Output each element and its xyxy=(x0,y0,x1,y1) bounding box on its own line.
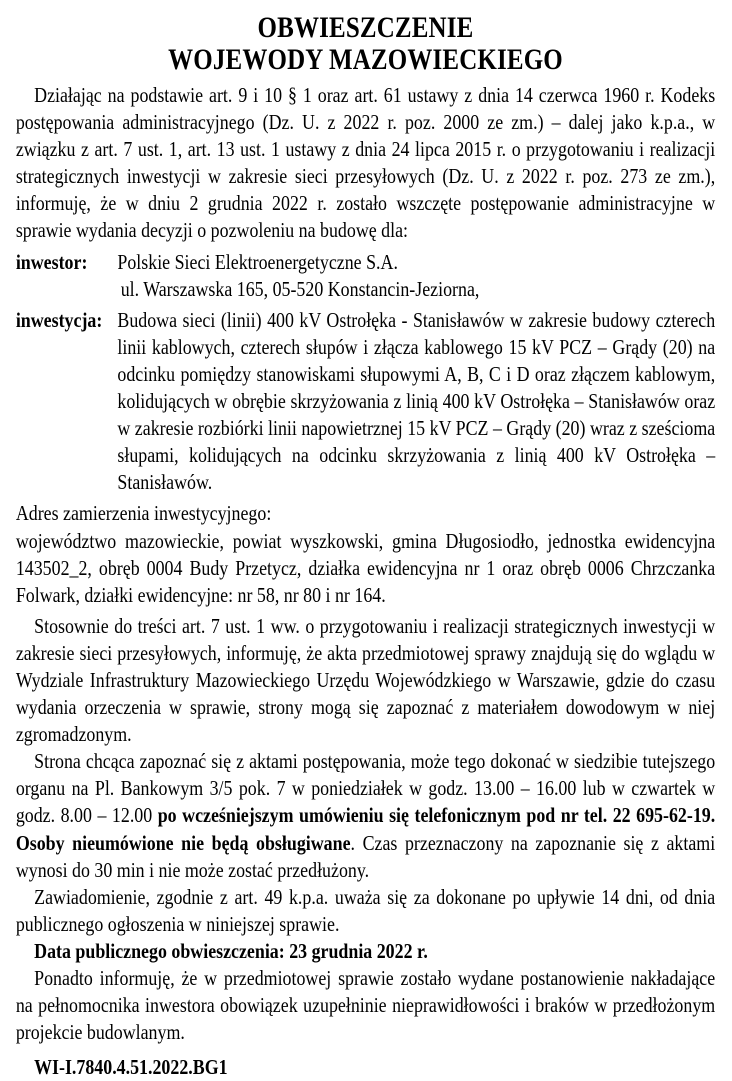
investment-label: inwestycja: xyxy=(15,307,103,332)
title-line-1: OBWIESZCZENIE xyxy=(257,11,474,44)
access-text-1: Strona chcąca zapoznać się z aktami postępowania, może tego dokonać w siedzibie tutejszego organu na Pl. Bankowym 3/5 pok. 7 w poniedziałek w godz. 13.00 – 16.00 lub w czwartek w godz. 8.00 – 12.00 xyxy=(15,749,716,828)
investor-address: ul. Warszawska 165, 05-520 Konstancin-Jeziorna, xyxy=(120,276,480,301)
reference-number: WI-I.7840.4.51.2022.BG1 xyxy=(34,1055,228,1080)
title-line-2: WOJEWODY MAZOWIECKIEGO xyxy=(168,43,563,76)
intro-paragraph: Działając na podstawie art. 9 i 10 § 1 oraz art. 61 ustawy z dnia 14 czerwca 1960 r. Kodeks postępowania administracyjnego (Dz. U. z 2022 r. poz. 2000 ze zm.) – dalej jako k.p.a., w związku z art. 7 ust. 1, art. 13 ust. 1 ustawy z dnia 24 lipca 2015 r. o przygotowaniu i realizacji strategicznych inwestycji w zakresie sieci przesyłowych (Dz. U. z 2022 r. poz. 273 ze zm.), informuję, że w dniu 2 grudnia 2022 r. zostało wszczęte postępowanie administracyjne w sprawie wydania decyzji o pozwoleniu na budowę dla: xyxy=(15,83,716,243)
investor-name: Polskie Sieci Elektroenergetyczne S.A. xyxy=(117,249,398,274)
access-appointment-bold: po wcześniejszym umówieniu się telefonicznym pod nr tel. 22 695-62-19. Osoby nieumówione nie będą obsługiwane xyxy=(15,803,716,855)
investor-value xyxy=(117,249,715,303)
investment-row xyxy=(16,307,715,497)
investor-row xyxy=(16,249,715,303)
investor-label: inwestor: xyxy=(15,249,88,274)
additional-paragraph: Ponadto informuję, że w przedmiotowej sprawie zostało wydane postanowienie nakładające na pełnomocnika inwestora obowiązek uzupełninie nieprawidłowości i braków w przedłożonym projekcie budowlanym. xyxy=(15,966,716,1045)
location-text: województwo mazowieckie, powiat wyszkowski, gmina Długosiodło, jednostka ewidencyjna 143502_2, obręb 0004 Budy Przetycz, działka ewidencyjna nr 1 oraz obręb 0006 Chrzczanka Folwark, działki ewidencyjne: nr 58, nr 80 i nr 164. xyxy=(15,528,716,607)
publication-date: Data publicznego obwieszczenia: 23 grudnia 2022 r. xyxy=(34,938,428,963)
files-paragraph: Stosownie do treści art. 7 ust. 1 ww. o przygotowaniu i realizacji strategicznych inwestycji w zakresie sieci przesyłowych, informuję, że akta przedmiotowej sprawy znajdują się do wglądu w Wydziale Infrastruktury Mazowieckiego Urzędu Wojewódzkiego w Warszawie, gdzie do czasu wydania orzeczenia w sprawie, strony mogą się zapoznać z materiałem dowodowym w niej zgromadzonym. xyxy=(15,613,716,747)
document-body xyxy=(16,82,715,1081)
document-title xyxy=(16,12,715,76)
investment-description: Budowa sieci (linii) 400 kV Ostrołęka - Stanisławów w zakresie budowy czterech linii kablowych, czterech słupów i złącza kablowego 15 kV PCZ – Grądy (20) na odcinku pomiędzy stanowiskami słupowymi A, B, C i D oraz złączem kablowym, kolidujących w obrębie skrzyżowania z linią 400 kV Ostrołęka – Stanisławów oraz w zakresie rozbiórki linii napowietrznej 15 kV PCZ – Grądy (20) wraz z sześcioma słupami, kolidujących na odcinku skrzyżowania z linią 400 kV Ostrołęka – Stanisławów. xyxy=(117,307,716,495)
access-paragraph xyxy=(16,748,715,883)
notice-paragraph: Zawiadomienie, zgodnie z art. 49 k.p.a. uważa się za dokonane po upływie 14 dni, od dnia publicznego ogłoszenia w niniejszej sprawie. xyxy=(15,884,716,936)
location-heading: Adres zamierzenia inwestycyjnego: xyxy=(15,501,272,526)
access-text-2: . Czas przeznaczony na zapoznanie się z aktami wynosi do 30 min i nie może zostać przedłużony. xyxy=(15,830,716,882)
